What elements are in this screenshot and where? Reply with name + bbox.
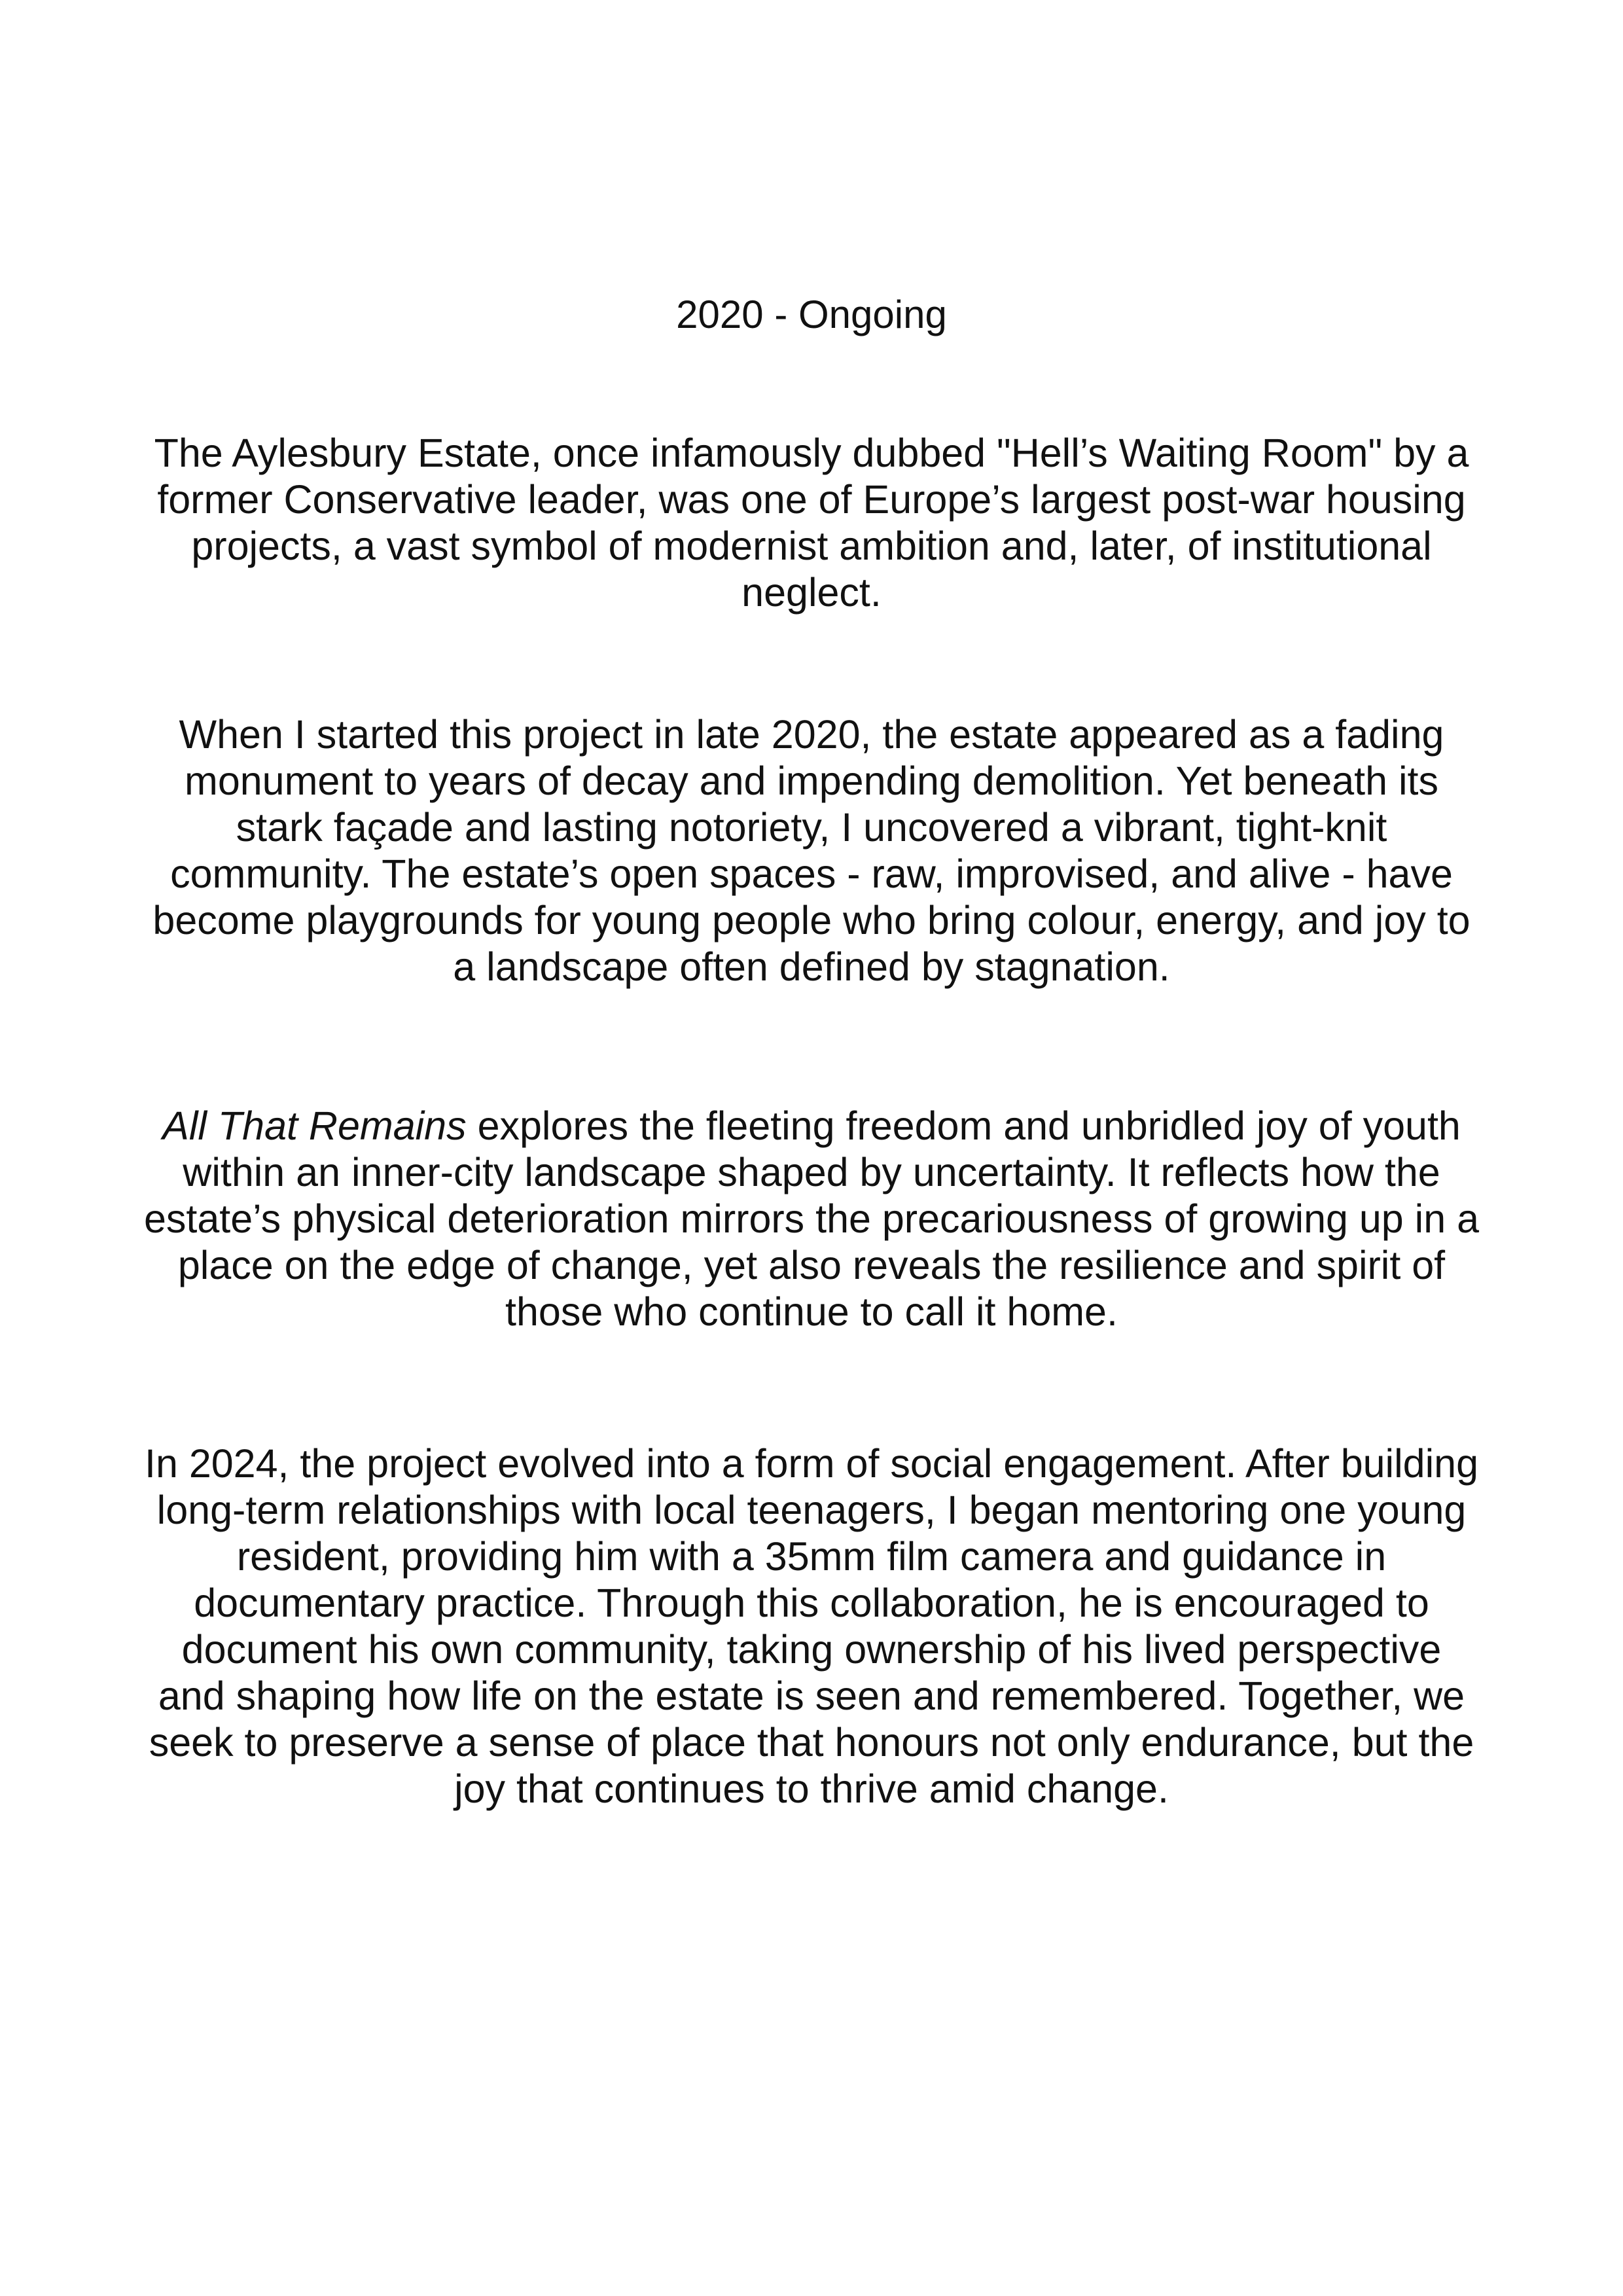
paragraph-all-that-remains-text: explores the fleeting freedom and unbridled joy of youth within an inner-city landscape shaped by uncertainty. It reflects how the estate’s physical deterioration mirrors the precariousness of growing up in a place on the edge of change, yet also reveals the resilience and spirit of those who continue to call it home.: [144, 1103, 1480, 1334]
paragraph-estate-intro: The Aylesbury Estate, once infamously dubbed "Hell’s Waiting Room" by a former Conservative leader, was one of Europe’s largest post-war housing projects, a vast symbol of modernist ambition and, later, of institutional neglect.: [154, 431, 1469, 615]
project-title: All That Remains: [162, 1103, 467, 1148]
paragraph-social-engagement: In 2024, the project evolved into a form of social engagement. After building long-term relationships with local teenagers, I began mentoring one young resident, providing him with a 35mm film camera and guidance in documentary practice. Through this collaboration, he is encouraged to document his own community, taking ownership of his lived perspective and shaping how life on the estate is seen and remembered. Together, we seek to preserve a sense of place that honours not only endurance, but the joy that continues to thrive amid change.: [145, 1441, 1478, 1811]
paragraph-all-that-remains: [144, 1103, 1479, 1335]
paragraph-project-start: When I started this project in late 2020, the estate appeared as a fading monument to years of decay and impending demolition. Yet beneath its stark façade and lasting notoriety, I uncovered a vibrant, tight-knit community. The estate’s open spaces - raw, improvised, and alive - have become playgrounds for young people who bring colour, energy, and joy to a landscape often defined by stagnation.: [152, 712, 1471, 989]
date-range: 2020 - Ongoing: [676, 293, 947, 336]
